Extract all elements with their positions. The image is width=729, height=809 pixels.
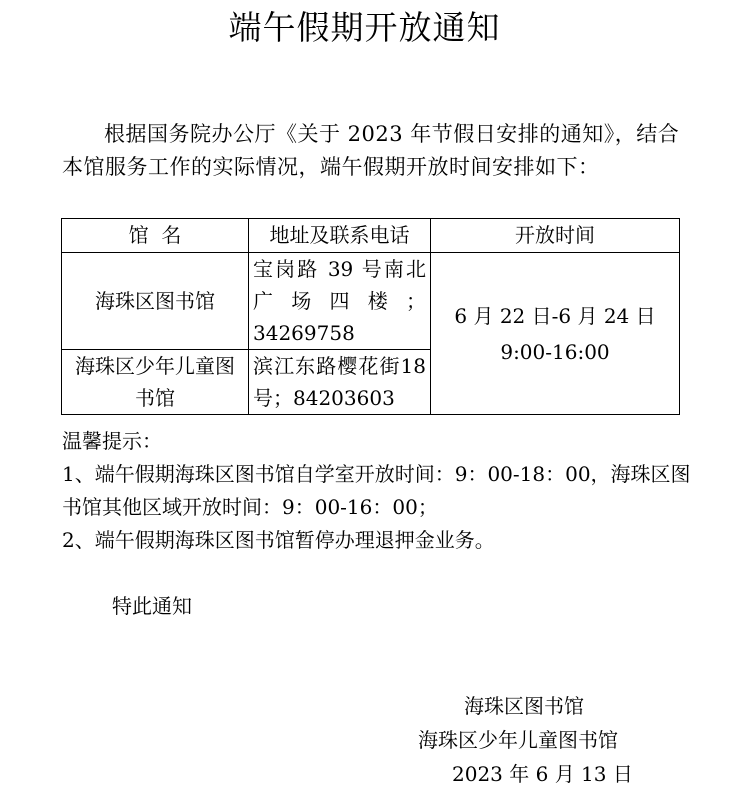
tips-section bbox=[62, 425, 702, 557]
library-address-cell: 宝岗路 39 号南北广场四楼；34269758 bbox=[249, 253, 431, 350]
library-address-cell: 滨江东路樱花街18 号；84203603 bbox=[249, 350, 431, 415]
open-dates: 6 月 22 日-6 月 24 日 bbox=[454, 303, 656, 328]
tips-heading: 温馨提示： bbox=[62, 429, 162, 453]
closing-line: 特此通知 bbox=[112, 594, 192, 618]
signature-org-1: 海珠区图书馆 bbox=[464, 694, 584, 718]
signature-org-2: 海珠区少年儿童图书馆 bbox=[418, 728, 618, 752]
schedule-table bbox=[61, 218, 680, 415]
header-open-time: 开放时间 bbox=[431, 219, 680, 253]
table-header-row bbox=[62, 219, 680, 253]
library-name-cell: 海珠区少年儿童图书馆 bbox=[62, 350, 249, 415]
open-hours: 9:00-16:00 bbox=[500, 339, 610, 364]
signature-date: 2023 年 6 月 13 日 bbox=[452, 762, 633, 786]
open-time-cell bbox=[431, 253, 680, 415]
header-address-phone: 地址及联系电话 bbox=[249, 219, 431, 253]
header-library-name: 馆 名 bbox=[62, 219, 249, 253]
notice-title: 端午假期开放通知 bbox=[228, 8, 501, 47]
tips-item-1: 1、端午假期海珠区图书馆自学室开放时间：9：00-18：00，海珠区图书馆其他区域开放时间：9：00-16：00； bbox=[62, 462, 691, 519]
table-row bbox=[62, 253, 680, 350]
intro-paragraph: 根据国务院办公厅《关于 2023 年节假日安排的通知》，结合本馆服务工作的实际情况，端午假期开放时间安排如下： bbox=[62, 122, 680, 179]
tips-item-2: 2、端午假期海珠区图书馆暂停办理退押金业务。 bbox=[62, 528, 495, 552]
library-name-cell: 海珠区图书馆 bbox=[62, 253, 249, 350]
